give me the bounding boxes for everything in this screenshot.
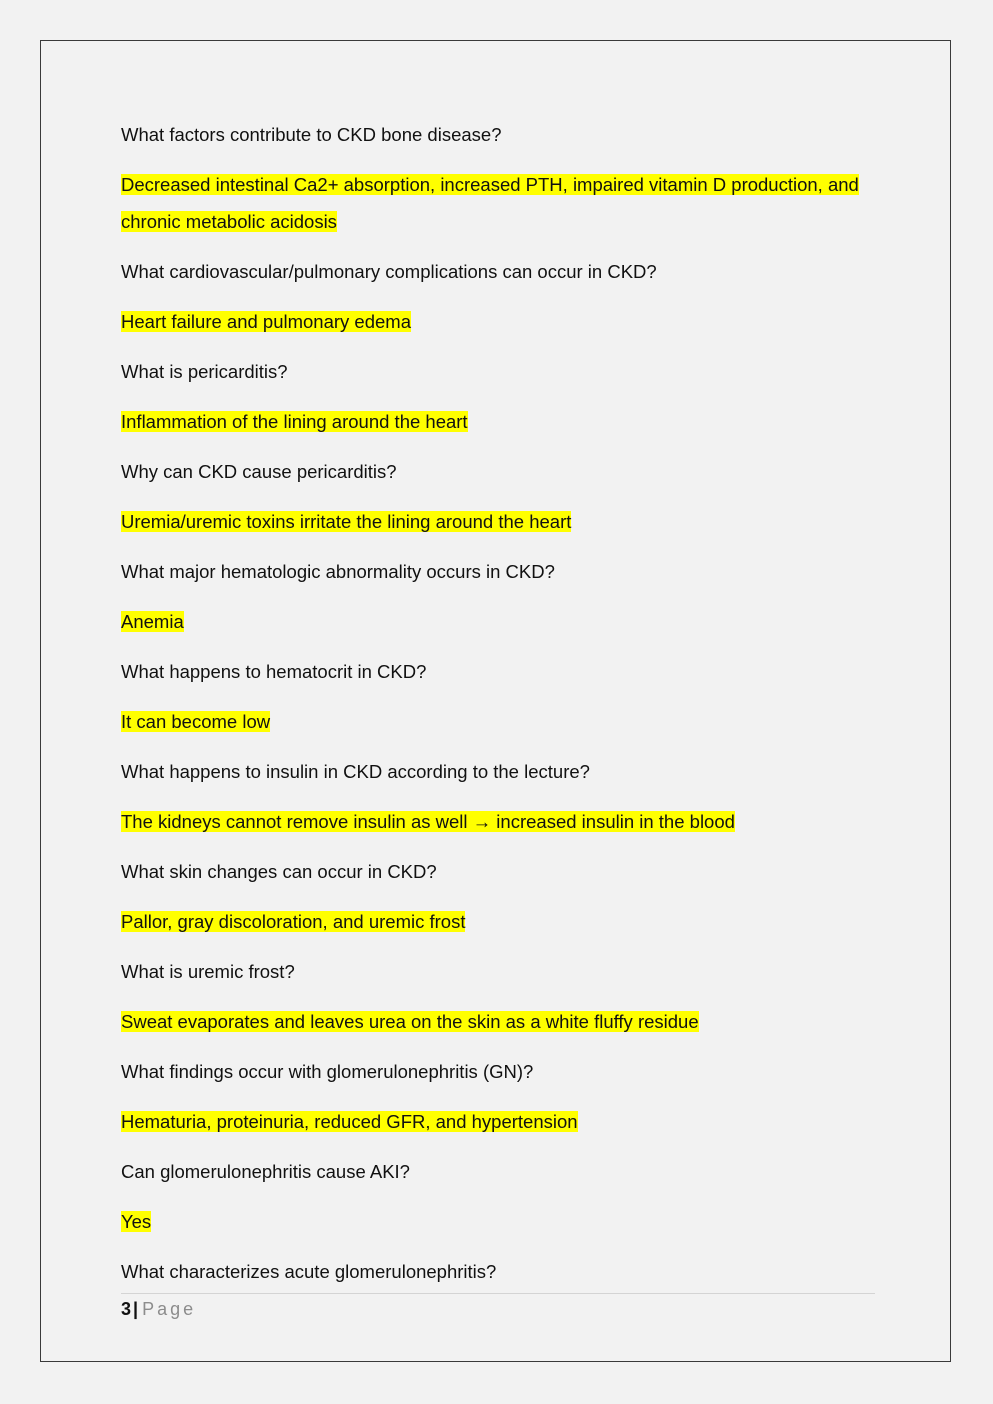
answer-8-highlight: Pallor, gray discoloration, and uremic frost	[121, 910, 466, 932]
answer-5-highlight: Anemia	[121, 610, 184, 632]
answer-6	[121, 704, 875, 741]
answer-1-highlight: Decreased intestinal Ca2+ absorption, increased PTH, impaired vitamin D production, and chronic metabolic acidosis	[121, 174, 859, 232]
question-12: What characterizes acute glomerulonephritis?	[121, 1260, 497, 1282]
answer-4	[121, 504, 875, 541]
question-10: What findings occur with glomerulonephritis (GN)?	[121, 1060, 534, 1082]
answer-9	[121, 1004, 875, 1041]
page-separator: |	[133, 1299, 139, 1319]
answer-2-highlight: Heart failure and pulmonary edema	[121, 310, 411, 332]
question-9: What is uremic frost?	[121, 960, 295, 982]
question-5: What major hematologic abnormality occurs in CKD?	[121, 560, 555, 582]
answer-10-highlight: Hematuria, proteinuria, reduced GFR, and hypertension	[121, 1110, 578, 1132]
answer-11	[121, 1204, 875, 1241]
page-label: Page	[142, 1299, 197, 1319]
question-6: What happens to hematocrit in CKD?	[121, 660, 427, 682]
answer-9-highlight: Sweat evaporates and leaves urea on the skin as a white fluffy residue	[121, 1010, 699, 1032]
answer-2	[121, 304, 875, 341]
answer-3-highlight: Inflammation of the lining around the heart	[121, 410, 468, 432]
question-7: What happens to insulin in CKD according to the lecture?	[121, 760, 590, 782]
answer-5	[121, 604, 875, 641]
page-number: 3	[121, 1299, 132, 1319]
document-page	[40, 40, 951, 1362]
answer-8	[121, 904, 875, 941]
answer-6-highlight: It can become low	[121, 710, 271, 732]
answer-10	[121, 1104, 875, 1141]
question-1: What factors contribute to CKD bone disease?	[121, 124, 502, 145]
question-2: What cardiovascular/pulmonary complications can occur in CKD?	[121, 260, 657, 282]
answer-3	[121, 404, 875, 441]
page-footer	[121, 1293, 875, 1321]
page-content	[121, 117, 875, 1304]
answer-7-highlight: The kidneys cannot remove insulin as well → increased insulin in the blood	[121, 810, 735, 832]
question-3: What is pericarditis?	[121, 360, 288, 382]
answer-11-highlight: Yes	[121, 1210, 152, 1232]
question-8: What skin changes can occur in CKD?	[121, 860, 437, 882]
answer-4-highlight: Uremia/uremic toxins irritate the lining around the heart	[121, 510, 572, 532]
answer-7	[121, 804, 875, 841]
question-11: Can glomerulonephritis cause AKI?	[121, 1160, 410, 1182]
question-4: Why can CKD cause pericarditis?	[121, 460, 397, 482]
answer-1	[121, 167, 875, 240]
